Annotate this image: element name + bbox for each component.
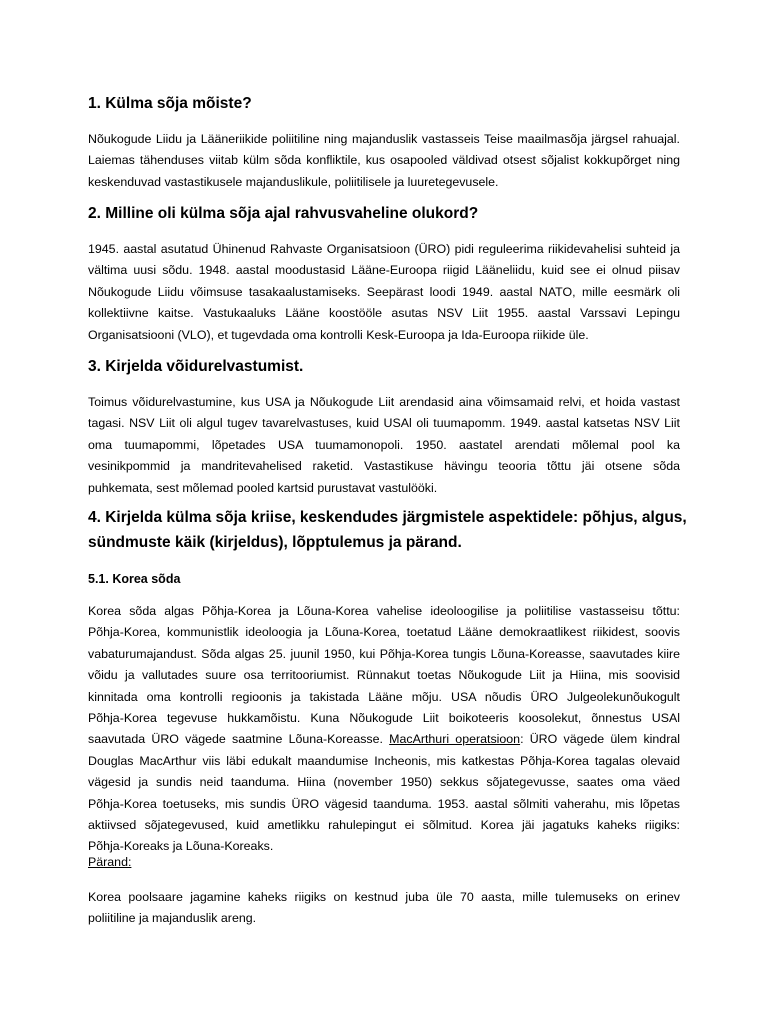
paragraph-line: Põhja-Korea toetuseks, mis sundis ÜRO vägesid taanduma. 1953. aastal sõlmiti vaherahu, mis lõpetas [88,796,680,811]
section-3-heading: 3. Kirjelda võidurelvastumist. [88,358,304,375]
subsection-heading: 5.1. Korea sõda [88,572,181,586]
paragraph-line: Toimus võidurelvastumine, kus USA ja Nõukogude Liit arendasid aina võimsamaid relvi, et hoida vastast [88,395,680,409]
paragraph-line: Nõukogude Liidu ja Lääneriikide poliitiline ning majanduslik vastasseis Teise maailmasõja järgsel rahuajal. [88,132,680,146]
paragraph-line: kinnitada oma kontrolli regioonis ja takistada Lääne mõju. USA nõudis ÜRO Julgeolekunõukogult [88,689,680,704]
paragraph-line: Korea poolsaare jagamine kaheks riigiks on kestnud juba üle 70 aasta, mille tulemuseks on erinev [88,890,680,904]
paragraph-line: 1945. aastal asutatud Ühinenud Rahvaste Organisatsioon (ÜRO) pidi reguleerima riikidevahelisi suhteid ja [88,242,680,256]
section-4-heading-line-2: sündmuste käik (kirjeldus), lõpptulemus ja pärand. [88,534,462,551]
section-3-paragraph [88,392,680,499]
paragraph-line: keskenduvad vastastikusele majanduslikule, poliitilisele ja luuretegevusele. [88,174,499,189]
paragraph-line: kollektiivne kaitse. Vastukaaluks Lääne koostööle asutas NSV Liit 1955. aastal Varssavi Lepingu [88,306,680,321]
section-1-heading: 1. Külma sõja mõiste? [88,95,252,112]
paragraph-line: Laiemas tähenduses viitab külm sõda konfliktile, kus osapooled väldivad otsest sõjalist kokkupõrget ning [88,153,680,168]
paragraph-line: tagasi. NSV Liit oli algul tugev tavarelvastuses, kuid USAl oli tuumapomm. 1949. aastal katsetas NSV Liit [88,416,680,431]
paragraph-line: oma tuumapommi, lõpetades USA tuumamonopoli. 1950. aastatel arendati mõlemal pool ka [88,437,680,452]
section-2-paragraph [88,239,680,346]
paragraph-line: Põhja-Koreaks ja Lõuna-Koreaks. [88,839,274,854]
paragraph-line: võidu ja vallutades suure osa territooriumist. Rünnakut toetas Nõukogude Liit ja Hiina, mis soovisid [88,668,680,683]
korea-war-paragraph [88,601,680,858]
paragraph-line: aktiivsed sõjategevused, kuid ametlikku rahulepingut ei sõlmitud. Korea jäi jagatuks kaheks riigiks: [88,818,680,833]
paragraph-line: Põhja-Korea tegevuse hukkamõistu. Kuna Nõukogude Liit boikoteeris koosolekut, õnnestus USAl [88,711,680,726]
section-2-heading: 2. Milline oli külma sõja ajal rahvusvaheline olukord? [88,205,479,222]
section-4-heading-line-1: 4. Kirjelda külma sõja kriise, keskendudes järgmistele aspektidele: põhjus, algus, [88,509,687,526]
section-1-paragraph [88,129,680,193]
paragraph-line-tail: : ÜRO vägede ülem kindral [520,732,680,747]
paragraph-line: vabaturumajandust. Sõda algas 25. juunil 1950, kui Põhja-Korea tungis Lõuna-Koreasse, saavutades kiire [88,646,680,661]
paragraph-line: vesinikpommid ja mandritevahelised raketid. Vastastikuse hävingu teooria tõttu jäi otsene sõda [88,459,680,474]
paragraph-line: poliitiline ja majanduslik areng. [88,911,257,926]
paragraph-line: Organisatsiooni (VLO), et tugevdada oma kontrolli Kesk-Euroopa ja Ida-Euroopa riikide üle. [88,327,589,342]
paragraph-line: Nõukogude Liidu võimsuse tasakaalustamiseks. Seepärast loodi 1949. aastal NATO, mille eesmärk oli [88,284,680,299]
legacy-label: Pärand: [88,855,132,869]
paragraph-line: vägesid ja sundis neid taanduma. Hiina (november 1950) sekkus sõjategevusse, saates oma väed [88,775,680,790]
paragraph-line [88,729,680,750]
paragraph-line: Douglas MacArthur viis läbi edukalt maandumise Incheonis, mis katkestas Põhja-Korea tagalas olevaid [88,753,680,768]
macarthur-operation-link[interactable]: MacArthuri operatsioon [389,732,521,747]
paragraph-line: Põhja-Korea, kommunistlik ideoloogia ja Lõuna-Korea, toetatud Lääne demokraatlikest riikidest, soovis [88,625,680,640]
paragraph-line: Korea sõda algas Põhja-Korea ja Lõuna-Korea vahelise ideoloogilise ja poliitilise vastasseisu tõttu: [88,604,680,618]
paragraph-line: vältima uusi sõdu. 1948. aastal moodustasid Lääne-Euroopa riigid Lääneliidu, kuid see ei olnud piisav [88,263,680,278]
paragraph-line-start: saavutada ÜRO vägede saatmine Lõuna-Koreasse. [88,732,383,747]
legacy-paragraph [88,887,680,930]
paragraph-line: puhkemata, sest mõlemad pooled kartsid purustavat vastulööki. [88,480,438,495]
